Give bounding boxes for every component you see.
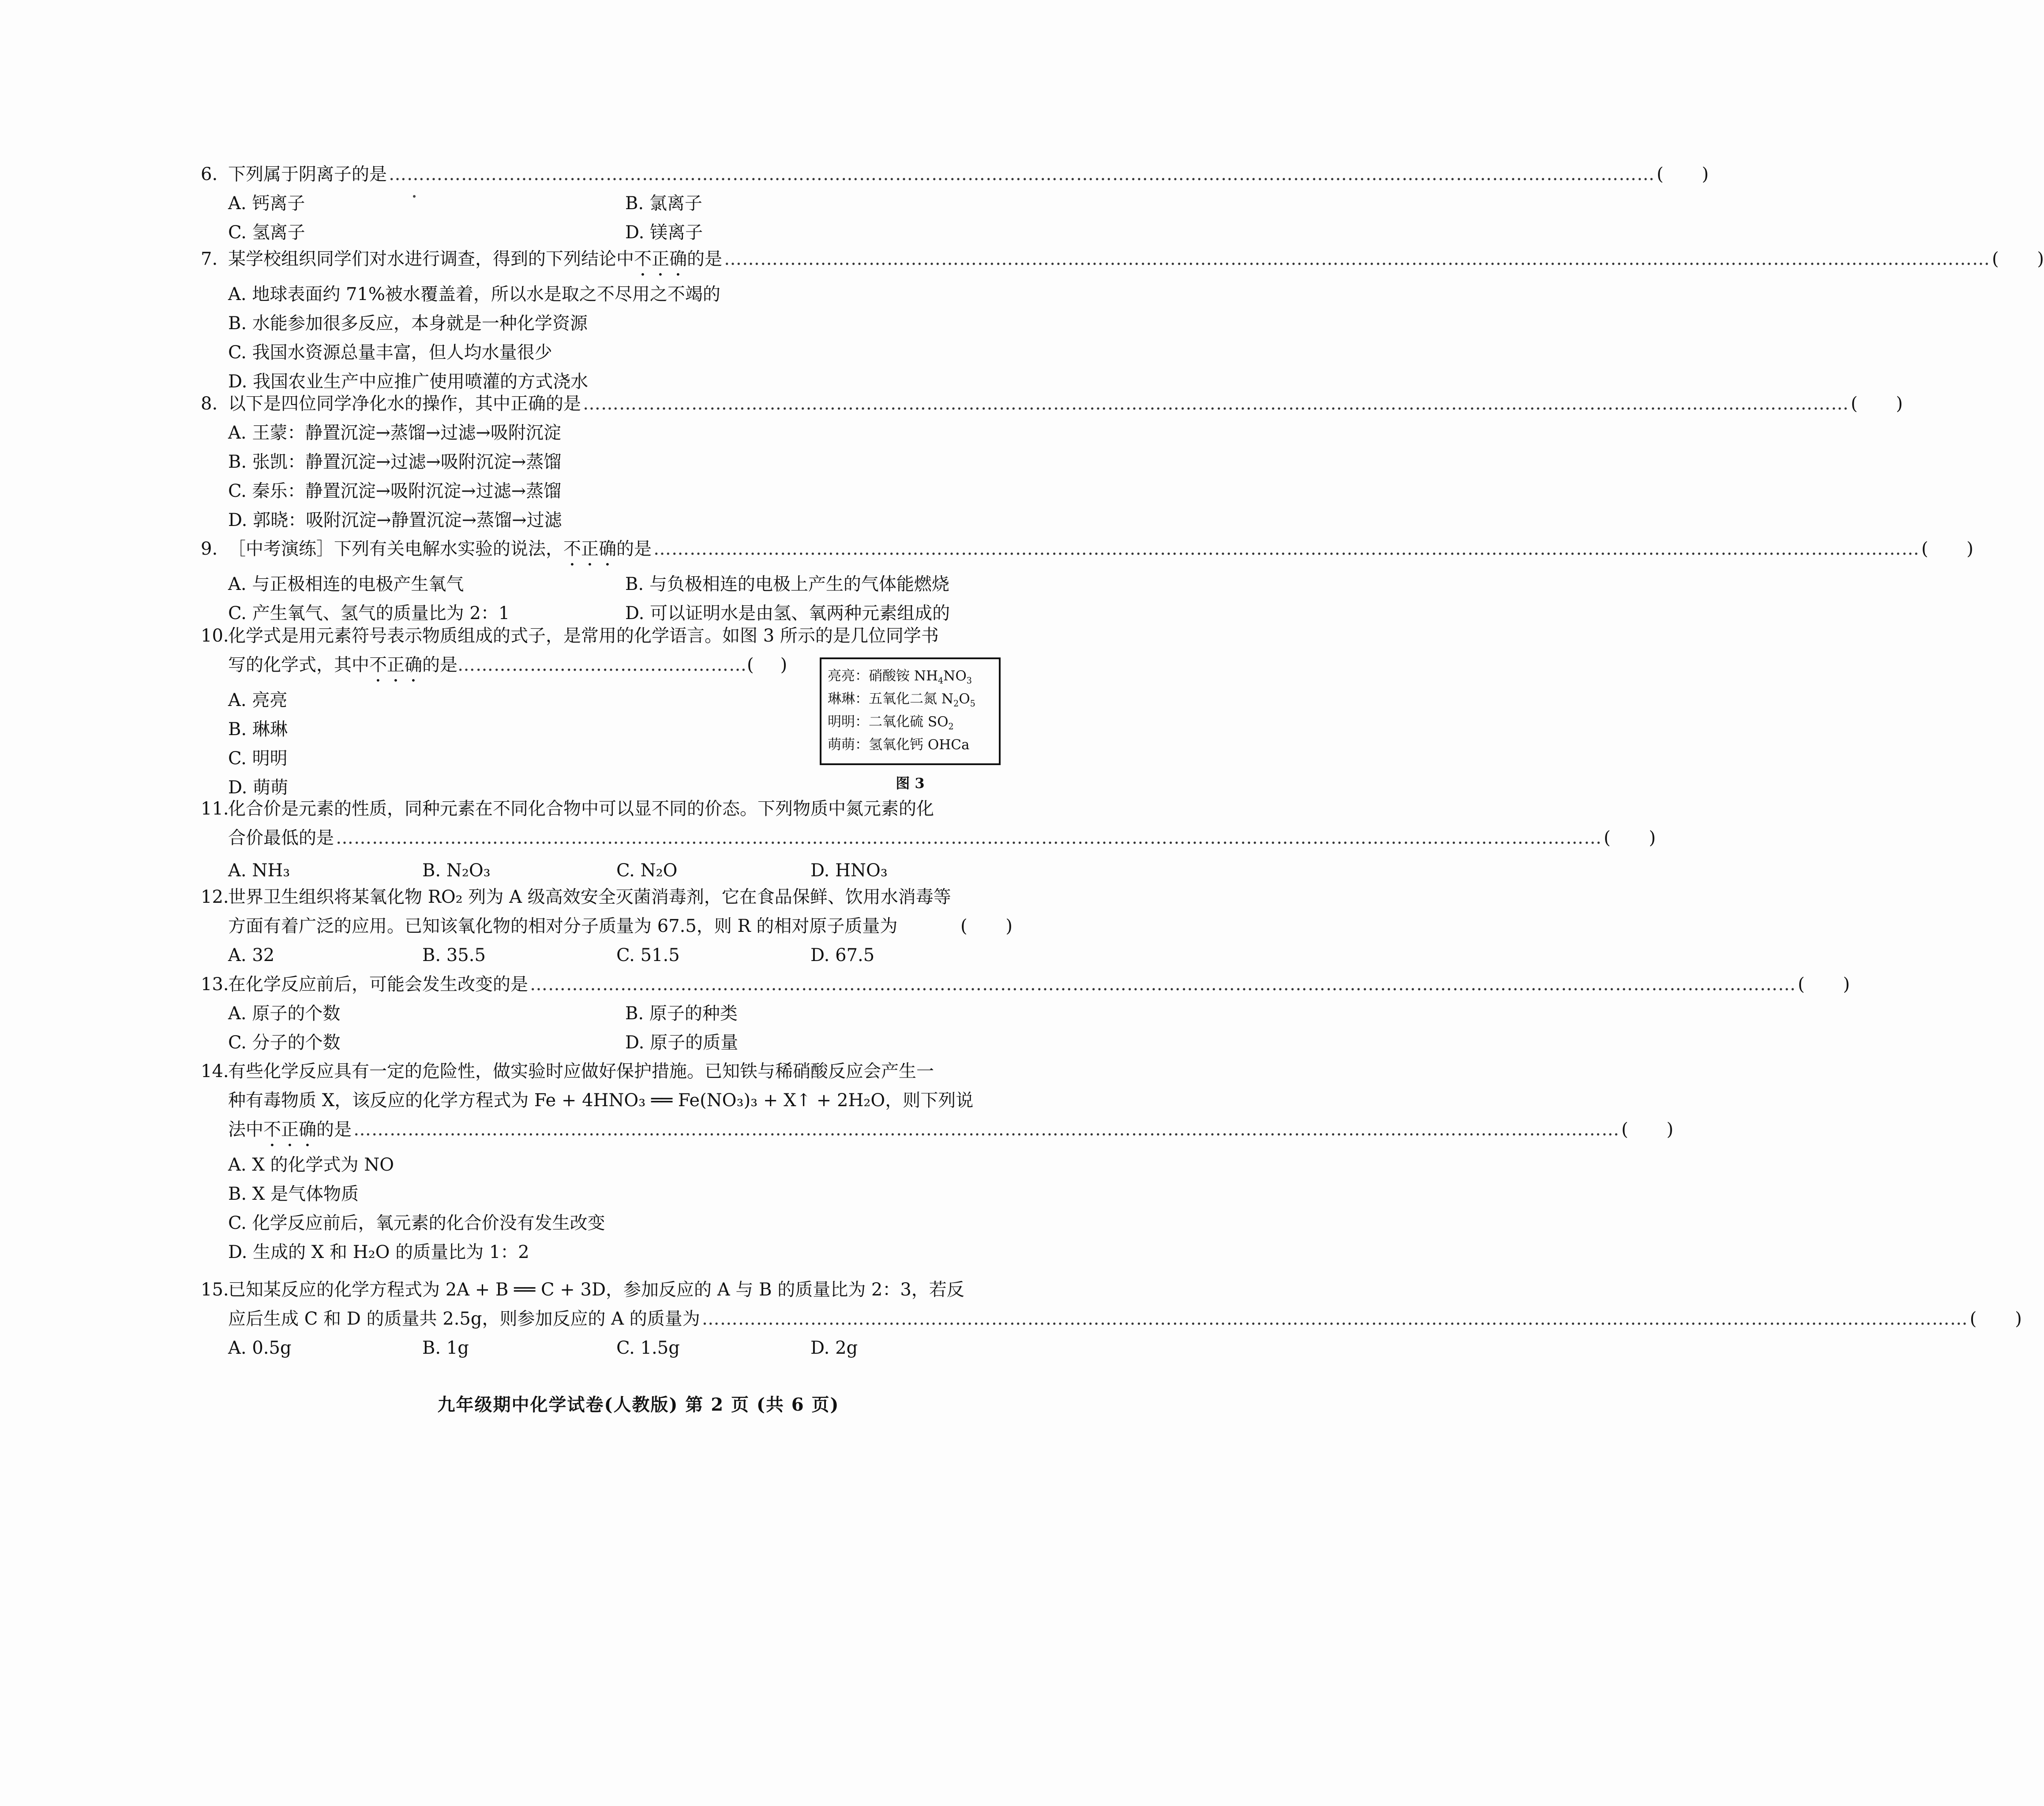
answer-bracket: ( )	[1851, 394, 1903, 414]
option-c: C. N₂O	[616, 860, 678, 881]
option-c: C. 明明	[228, 748, 288, 769]
option-d: D. 可以证明水是由氢、氧两种元素组成的	[625, 603, 950, 623]
option-b: B. 1g	[422, 1338, 469, 1358]
question-text: 化学式是用元素符号表示物质组成的式子，是常用的化学语言。如图 3 所示的是几位同学书	[228, 626, 939, 646]
option-a: A. 原子的个数	[228, 1003, 341, 1024]
options	[201, 1333, 1013, 1363]
option-d: D. 镁离子	[625, 222, 703, 243]
emphasis-text: 不正确	[263, 1119, 316, 1140]
option-a: A. 32	[228, 945, 275, 965]
question-text: 应后生成 C 和 D 的质量共 2.5g，则参加反应的 A 的质量为	[228, 1309, 700, 1329]
option-a: A. 地球表面约 71%被水覆盖着，所以水是取之不尽用之不竭的	[228, 284, 720, 304]
question-13	[201, 970, 1850, 1057]
question-7	[201, 244, 2044, 396]
leader-dots: …………………………………………………………………………………………………………………………………………………………………………………………	[724, 249, 1990, 269]
emphasis-text: 不正确	[369, 655, 422, 675]
question-text: 有些化学反应具有一定的危险性，做实验时应做好保护措施。已知铁与稀硝酸反应会产生一	[228, 1061, 934, 1081]
answer-bracket: ( )	[1604, 828, 1656, 848]
question-number: 11.	[201, 799, 229, 819]
question-number: 9.	[201, 539, 218, 559]
option-b: B. 与负极相连的电极上产生的气体能燃烧	[625, 574, 949, 594]
question-stem	[201, 534, 1973, 570]
emphasis-text: 不正确	[634, 249, 687, 269]
question-stem-line2	[201, 1304, 2022, 1333]
question-6	[201, 160, 1709, 247]
question-number: 8.	[201, 394, 218, 414]
leader-dots: …………………………………………………………………………………………………………………………………………………………………………………………	[530, 974, 1796, 995]
option-b: B. N₂O₃	[422, 860, 491, 881]
options	[201, 189, 1013, 247]
question-text: 在化学反应前后，可能会发生改变的是	[228, 974, 528, 995]
option-b: B. 张凯：静置沉淀→过滤→吸附沉淀→蒸馏	[228, 452, 562, 472]
option-d: D. 我国农业生产中应推广使用喷灌的方式浇水	[228, 372, 589, 392]
option-b: B. 水能参加很多反应，本身就是一种化学资源	[228, 313, 588, 334]
question-text: 下列属于阴离子的是	[228, 164, 387, 184]
question-text: 化合价是元素的性质，同种元素在不同化合物中可以显不同的价态。下列物质中氮元素的化	[228, 799, 934, 819]
option-b: B. 琳琳	[228, 719, 288, 740]
scan-speck	[413, 195, 416, 198]
question-stem	[201, 621, 1013, 650]
question-number: 7.	[201, 249, 218, 269]
question-stem-line3	[201, 1115, 1673, 1150]
option-a: A. 王蒙：静置沉淀→蒸馏→过滤→吸附沉淀	[228, 423, 561, 443]
options	[201, 941, 1013, 970]
emphasis-text: 不正确	[563, 539, 616, 559]
option-c: C. 秦乐：静置沉淀→吸附沉淀→过滤→蒸馏	[228, 481, 562, 501]
page-footer: 九年级期中化学试卷(人教版) 第 2 页 (共 6 页)	[437, 1394, 840, 1415]
question-stem	[201, 244, 2044, 280]
question-text: 以下是四位同学净化水的操作，其中正确的是	[228, 394, 581, 414]
question-stem	[201, 970, 1850, 999]
leader-dots: …………………………………………………………………………………………………………………………………………………………………………………………	[389, 164, 1655, 184]
leader-dots: …………………………………………………………………………………………………………………………………………………………………………………………	[336, 828, 1602, 848]
answer-bracket: ( )	[1798, 974, 1850, 995]
question-number: 15.	[201, 1280, 229, 1300]
question-stem	[201, 882, 1013, 912]
question-text-line2: 种有毒物质 X，该反应的化学方程式为 Fe + 4HNO₃ ══ Fe(NO₃)₃ + X↑ + 2H₂O，则下列说	[228, 1090, 974, 1111]
option-d: D. 生成的 X 和 H₂O 的质量比为 1：2	[228, 1242, 529, 1262]
figure-3-box	[820, 657, 1001, 765]
option-a: A. 0.5g	[228, 1338, 292, 1358]
option-d: D. 郭晓：吸附沉淀→静置沉淀→蒸馏→过滤	[228, 510, 562, 530]
option-a: A. X 的化学式为 NO	[228, 1155, 394, 1175]
figure-line-mingming: 明明：二氧化硫 $SO_2$	[828, 714, 954, 732]
question-8	[201, 389, 1903, 535]
question-stem	[201, 160, 1709, 189]
options	[201, 418, 1013, 535]
option-b: B. 原子的种类	[625, 1003, 738, 1024]
question-stem	[201, 794, 1013, 823]
question-number: 13.	[201, 974, 229, 995]
option-d: D. 原子的质量	[625, 1033, 739, 1053]
question-text: 已知某反应的化学方程式为 2A + B ══ C + 3D，参加反应的 A 与 B 的质量比为 2：3，若反	[228, 1280, 964, 1300]
options	[201, 280, 1013, 396]
figure-caption: 图 3	[896, 775, 925, 792]
option-d: D. 萌萌	[228, 777, 289, 798]
option-c: C. 氢离子	[228, 222, 305, 243]
options	[201, 570, 1013, 628]
figure-line-linlin: 琳琳：五氧化二氮 $N_2O_5$	[828, 691, 975, 709]
question-number: 6.	[201, 164, 218, 184]
question-text: 某学校组织同学们对水进行调查，得到的下列结论中不正确的是	[228, 249, 722, 269]
option-a: A. 钙离子	[228, 193, 305, 214]
option-d: D. 2g	[810, 1338, 858, 1358]
option-c: C. 分子的个数	[228, 1033, 341, 1053]
option-d: D. HNO₃	[810, 860, 888, 881]
option-c: C. 化学反应前后，氧元素的化合价没有发生改变	[228, 1213, 605, 1233]
answer-bracket: ( )	[1969, 1309, 2022, 1329]
question-stem	[201, 1275, 1013, 1304]
question-text: ［中考演练］下列有关电解水实验的说法，不正确的是	[228, 539, 652, 559]
question-text: 方面有着广泛的应用。已知该氧化物的相对分子质量为 67.5，则 R 的相对原子质量为	[228, 916, 898, 936]
option-a: A. 亮亮	[228, 690, 288, 710]
options	[201, 999, 1013, 1057]
figure-line-liangliang: 亮亮：硝酸铵 $NH_4NO_3$	[828, 668, 972, 686]
option-a: A. NH₃	[228, 860, 290, 881]
question-stem	[201, 389, 1903, 418]
question-text-line2: 写的化学式，其中不正确的是…………………………………………( )	[228, 655, 788, 675]
answer-bracket: ( )	[1921, 539, 1973, 559]
question-stem	[201, 1057, 1013, 1086]
question-number: 12.	[201, 887, 229, 907]
question-text: 世界卫生组织将某氧化物 RO₂ 列为 A 级高效安全灭菌消毒剂，它在食品保鲜、饮用水消毒等	[228, 887, 951, 907]
answer-bracket: ( )	[960, 916, 1013, 936]
question-number: 10.	[201, 626, 229, 646]
question-9	[201, 534, 1973, 628]
option-c: C. 1.5g	[616, 1338, 680, 1358]
leader-dots: …………………………………………………………………………………………………………………………………………………………………………………………	[653, 539, 1920, 559]
option-b: B. X 是气体物质	[228, 1184, 359, 1204]
option-c: C. 51.5	[616, 945, 680, 965]
options	[201, 856, 1013, 885]
option-c: C. 我国水资源总量丰富，但人均水量很少	[228, 342, 552, 363]
options	[201, 1150, 1013, 1267]
question-11	[201, 794, 1656, 885]
question-12	[201, 882, 1013, 970]
answer-bracket: ( )	[1657, 164, 1709, 184]
question-stem-line2	[201, 823, 1656, 852]
option-b: B. 35.5	[422, 945, 486, 965]
answer-bracket: ( )	[1621, 1119, 1673, 1140]
leader-dots: …………………………………………………………………………………………………………………………………………………………………………………………	[353, 1119, 1620, 1140]
option-a: A. 与正极相连的电极产生氧气	[228, 574, 464, 594]
option-b: B. 氯离子	[625, 193, 702, 214]
question-15	[201, 1275, 2022, 1363]
option-d: D. 67.5	[810, 945, 875, 965]
option-c: C. 产生氧气、氢气的质量比为 2：1	[228, 603, 510, 623]
question-14	[201, 1057, 1673, 1267]
question-stem-line2	[201, 912, 1013, 941]
figure-line-mengmeng: 萌萌：氢氧化钙 OHCa	[828, 737, 970, 753]
question-text: 法中不正确的是	[228, 1119, 352, 1140]
question-number: 14.	[201, 1061, 229, 1081]
leader-dots: …………………………………………………………………………………………………………………………………………………………………………………………	[701, 1309, 1968, 1329]
answer-bracket: ( )	[1992, 249, 2044, 269]
question-text: 合价最低的是	[228, 828, 334, 848]
leader-dots: …………………………………………………………………………………………………………………………………………………………………………………………	[583, 394, 1849, 414]
